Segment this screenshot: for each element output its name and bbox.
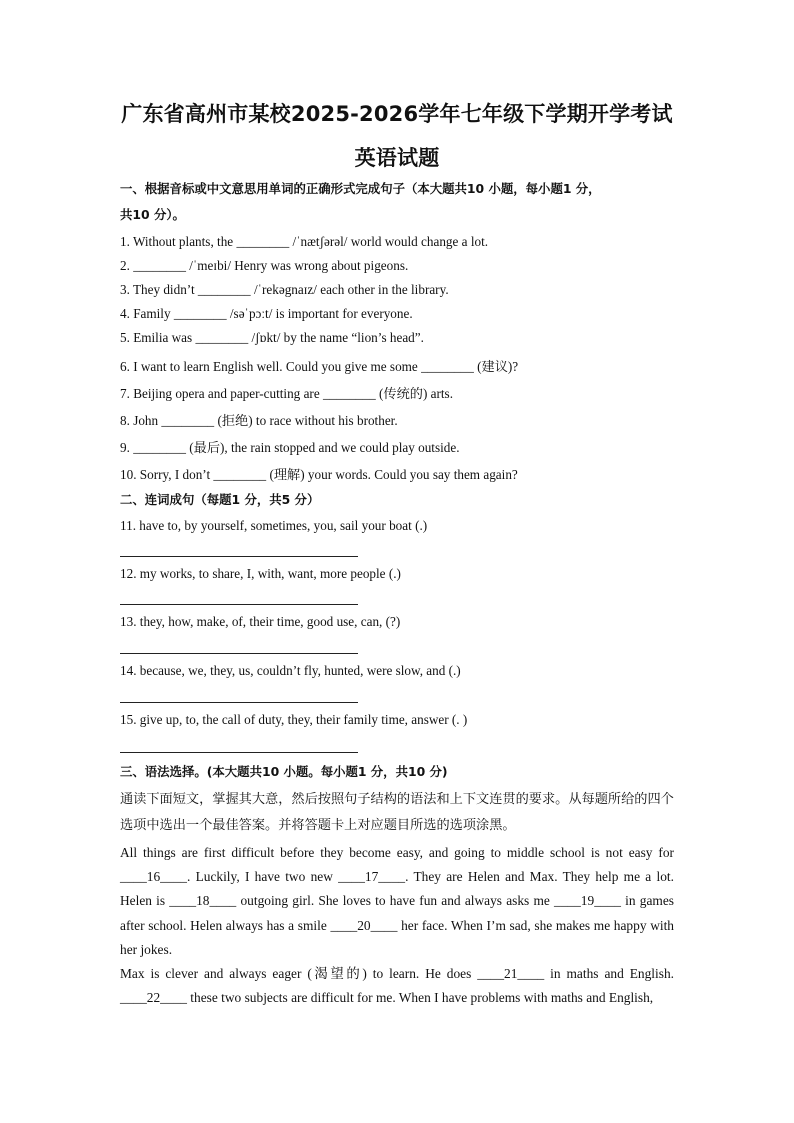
question-3: 3. They didn’t ________ /ˈrekəgnaɪz/ each other in the library. [120, 282, 449, 297]
answer-line-12 [120, 604, 358, 605]
section1-heading-line1: 一、根据音标或中文意思用单词的正确形式完成句子（本大题共10 小题，每小题1 分， [120, 181, 601, 196]
question-5: 5. Emilia was ________ /ʃɒkt/ by the name “lion’s head”. [120, 330, 424, 345]
question-11: 11. have to, by yourself, sometimes, you, sail your boat (.) [120, 518, 428, 533]
section2-heading: 二、连词成句（每题1 分，共5 分） [120, 492, 320, 507]
passage-paragraph-2: Max is clever and always eager (渴望的) to learn. He does ____21____ in maths and English. ____22____ these two subjects are difficult for me. When I have problems with maths and English, [120, 966, 674, 1006]
answer-line-13 [120, 653, 358, 654]
section3-heading: 三、语法选择。(本大题共10 小题。每小题1 分，共10 分) [120, 764, 448, 779]
passage-paragraph-1: All things are first difficult before they become easy, and going to middle school is not easy for ____16____. Luckily, I have two new ____17____. They are Helen and Max. They help me a lot. Helen is ____18____ outgoing girl. She loves to have fun and always asks me ____19____ in games after school. Helen always has a smile ____20____ her face. When I’m sad, she makes me happy with her jokes. [120, 845, 674, 957]
question-10: 10. Sorry, I don’t ________ (理解) your words. Could you say them again? [120, 467, 518, 482]
question-1: 1. Without plants, the ________ /ˈnætʃərəl/ world would change a lot. [120, 234, 489, 249]
question-8: 8. John ________ (拒绝) to race without his brother. [120, 413, 398, 428]
section3-instructions: 通读下面短文，掌握其大意，然后按照句子结构的语法和上下文连贯的要求。从每题所给的四个选项中选出一个最佳答案。并将答题卡上对应题目所选的选项涂黑。 [120, 792, 674, 833]
section1-heading-line2: 共10 分）。 [120, 207, 185, 222]
question-2: 2. ________ /ˈmeɪbi/ Henry was wrong about pigeons. [120, 258, 409, 273]
question-12: 12. my works, to share, I, with, want, more people (.) [120, 566, 401, 581]
question-15: 15. give up, to, the call of duty, they, their family time, answer (. ) [120, 712, 468, 727]
question-13: 13. they, how, make, of, their time, good use, can, (?) [120, 614, 401, 629]
page-title: 广东省高州市某校2025-2026学年七年级下学期开学考试 [121, 102, 673, 126]
question-14: 14. because, we, they, us, couldn’t fly, hunted, were slow, and (.) [120, 663, 461, 678]
page-subtitle: 英语试题 [354, 146, 440, 170]
question-4: 4. Family ________ /səˈpɔːt/ is important for everyone. [120, 306, 413, 321]
answer-line-15 [120, 752, 358, 753]
answer-line-14 [120, 702, 358, 703]
question-7: 7. Beijing opera and paper-cutting are ________ (传统的) arts. [120, 386, 453, 401]
question-6: 6. I want to learn English well. Could you give me some ________ (建议)? [120, 359, 519, 374]
section1-heading [120, 177, 680, 227]
answer-line-11 [120, 556, 358, 557]
question-9: 9. ________ (最后), the rain stopped and we could play outside. [120, 440, 460, 455]
